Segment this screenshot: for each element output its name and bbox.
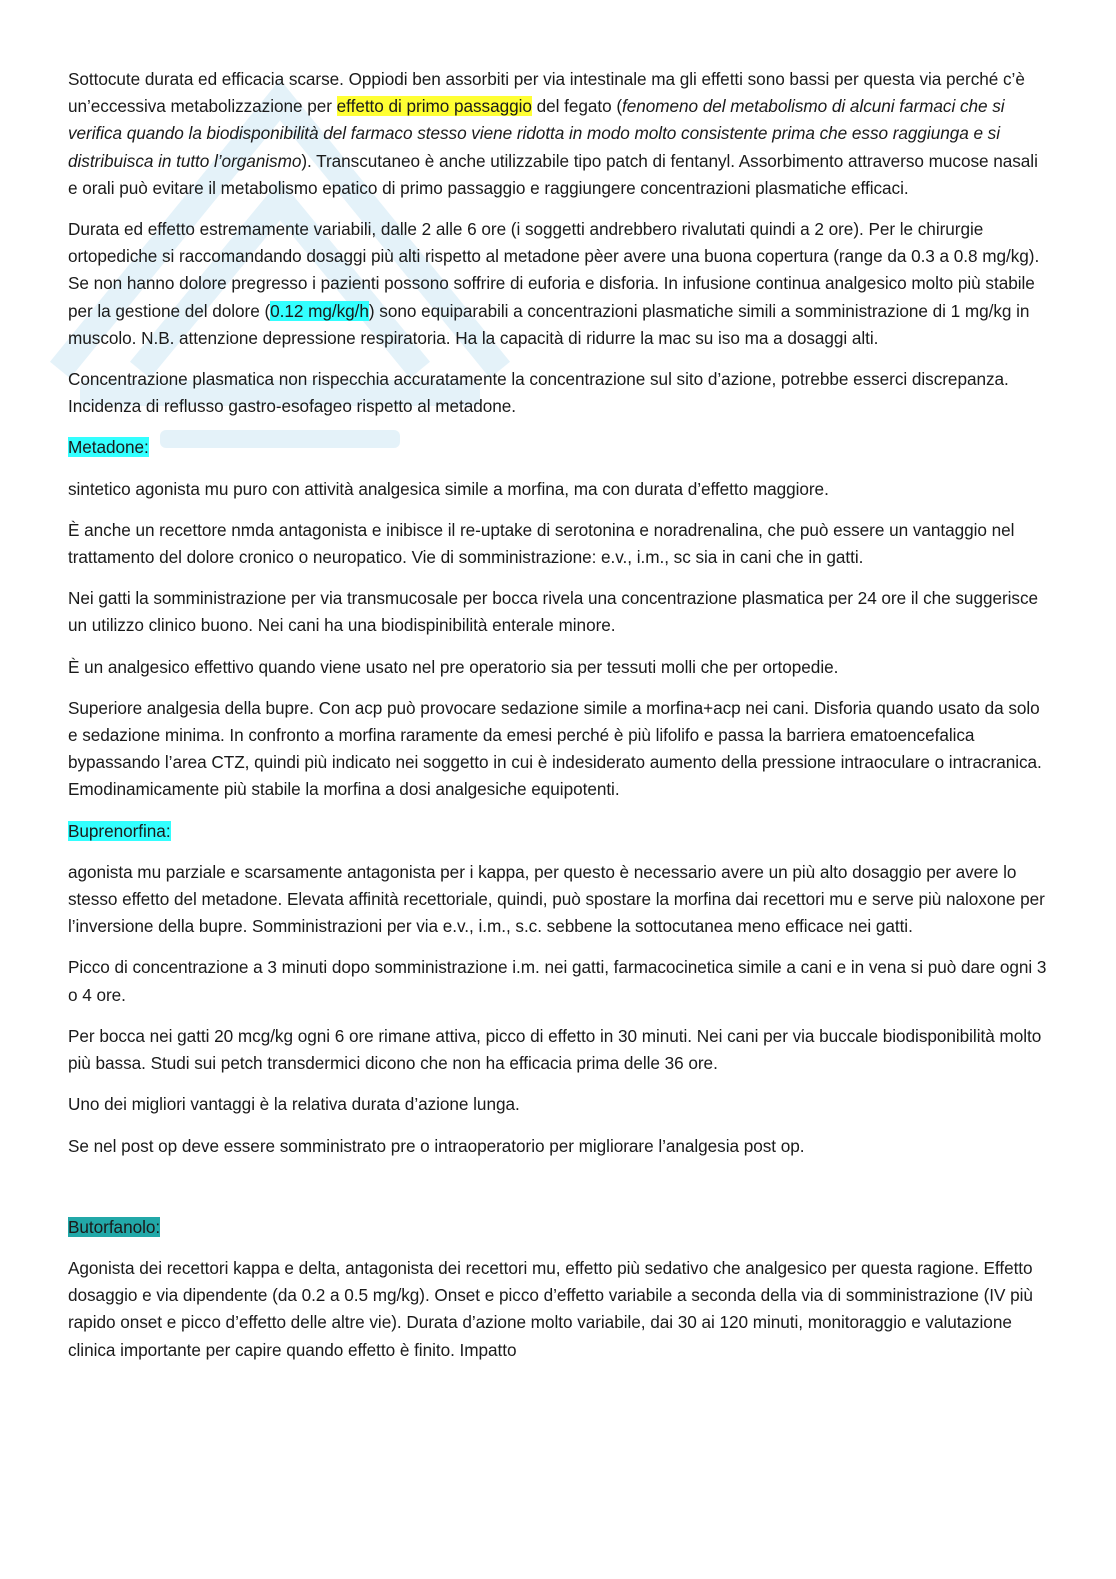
paragraph-8: Superiore analgesia della bupre. Con acp può provocare sedazione simile a morfina+acp nei cani. Disforia quando usato da solo e sedazione minima. In confronto a morfina raramente da emesi perché è più lifolifo e passa la barriera ematoencefalica bypassando l’area CTZ, quindi più indicato nei soggetto in cui è indesiderato aumento della pressione intraoculare o intracranica. Emodinamicamente più stabile la morfina a dosi analgesiche equipotenti. xyxy=(68,697,1042,800)
highlight-effetto-primo-passaggio: effetto di primo passaggio xyxy=(336,96,532,117)
paragraph-9: agonista mu parziale e scarsamente antagonista per i kappa, per questo è necessario avere un più alto dosaggio per avere lo stesso effetto del metadone. Elevata affinità recettoriale, quindi, può spostare la morfina dai recettori mu e serve più naloxone per l’inversione della bupre. Somministrazioni per via e.v., i.m., s.c. sebbene la sottocutanea meno efficace nei gatti. xyxy=(68,861,1045,937)
spacer xyxy=(68,1174,1048,1214)
paragraph-11: Per bocca nei gatti 20 mcg/kg ogni 6 ore rimane attiva, picco di effetto in 30 minuti. Nei cani per via buccale biodisponibilità molto più bassa. Studi sui petch transdermici dicono che non ha efficacia prima delle 36 ore. xyxy=(68,1025,1042,1074)
heading-butorfanolo: Butorfanolo: xyxy=(68,1216,161,1237)
paragraph-7: È un analgesico effettivo quando viene usato nel pre operatorio sia per tessuti molli che per ortopedie. xyxy=(68,656,839,677)
italic-definition: fenomeno del metabolismo di alcuni farmaci che si verifica quando la biodisponibilità del farmaco stesso viene ridotta in modo molto consistente prima che esso raggiunga e si distribuisca in tutto l’organismo xyxy=(68,96,1005,171)
paragraph-5: È anche un recettore nmda antagonista e inibisce il re-uptake di serotonina e noradrenalina, che può essere un vantaggio nel trattamento del dolore cronico o neuropatico. Vie di somministrazione: e.v., i.m., sc sia in cani che in gatti. xyxy=(68,519,1015,568)
highlight-dosage: 0.12 mg/kg/h xyxy=(270,300,369,321)
paragraph-1: Sottocute durata ed efficacia scarse. Oppiodi ben assorbiti per via intestinale ma gli effetti sono bassi per questa via perché c’è un’eccessiva metabolizzazione per effetto di primo passaggio del fegato (fenomeno del metabolismo di alcuni farmaci che si verifica quando la biodisponibilità del farmaco stesso viene ridotta in modo molto consistente prima che esso raggiunga e si distribuisca in tutto l’organismo). Transcutaneo è anche utilizzabile tipo patch di fentanyl. Assorbimento attraverso mucose nasali e orali può evitare il metabolismo epatico di primo passaggio e raggiungere concentrazioni plasmatiche efficaci. xyxy=(68,69,1038,198)
paragraph-13: Se nel post op deve essere somministrato pre o intraoperatorio per migliorare l’analgesia post op. xyxy=(68,1135,805,1156)
paragraph-4: sintetico agonista mu puro con attività analgesica simile a morfina, ma con durata d’effetto maggiore. xyxy=(68,478,829,499)
heading-buprenorfina: Buprenorfina: xyxy=(68,820,171,841)
paragraph-14: Agonista dei recettori kappa e delta, antagonista dei recettori mu, effetto più sedativo che analgesico per questa ragione. Effetto dosaggio e via dipendente (da 0.2 a 0.5 mg/kg). Onset e picco d’effetto variabile a seconda della via di somministrazione (IV più rapido onset e picco d’effetto delle altre vie). Durata d’azione molto variabile, dai 30 ai 120 minuti, monitoraggio e valutazione clinica importante per capire quando effetto è finito. Impatto xyxy=(68,1257,1033,1360)
paragraph-2: Durata ed effetto estremamente variabili, dalle 2 alle 6 ore (i soggetti andrebbero rivalutati quindi a 2 ore). Per le chirurgie ortopediche si raccomandando dosaggi più alti rispetto al metadone pèer avere una buona copertura (range da 0.3 a 0.8 mg/kg). Se non hanno dolore pregresso i pazienti possono soffrire di euforia e disforia. In infusione continua analgesico molto più stabile per la gestione del dolore (0.12 mg/kg/h) sono equiparabili a concentrazioni plasmatiche simili a somministrazione di 1 mg/kg in muscolo. N.B. attenzione depressione respiratoria. Ha la capacità di ridurre la mac su iso ma a dosaggi alti. xyxy=(68,219,1040,348)
paragraph-3: Concentrazione plasmatica non rispecchia accuratamente la concentrazione sul sito d’azione, potrebbe esserci discrepanza. Incidenza di reflusso gastro-esofageo rispetto al metadone. xyxy=(68,369,1009,417)
paragraph-12: Uno dei migliori vantaggi è la relativa durata d’azione lunga. xyxy=(68,1094,520,1115)
heading-metadone: Metadone: xyxy=(68,437,149,458)
paragraph-10: Picco di concentrazione a 3 minuti dopo somministrazione i.m. nei gatti, farmacocinetica simile a cani e in vena si può dare ogni 3 o 4 ore. xyxy=(68,957,1047,1005)
paragraph-6: Nei gatti la somministrazione per via transmucosale per bocca rivela una concentrazione plasmatica per 24 ore il che suggerisce un utilizzo clinico buono. Nei cani ha una biodispinibilità enterale minore. xyxy=(68,588,1039,636)
document-page xyxy=(68,66,1048,1378)
